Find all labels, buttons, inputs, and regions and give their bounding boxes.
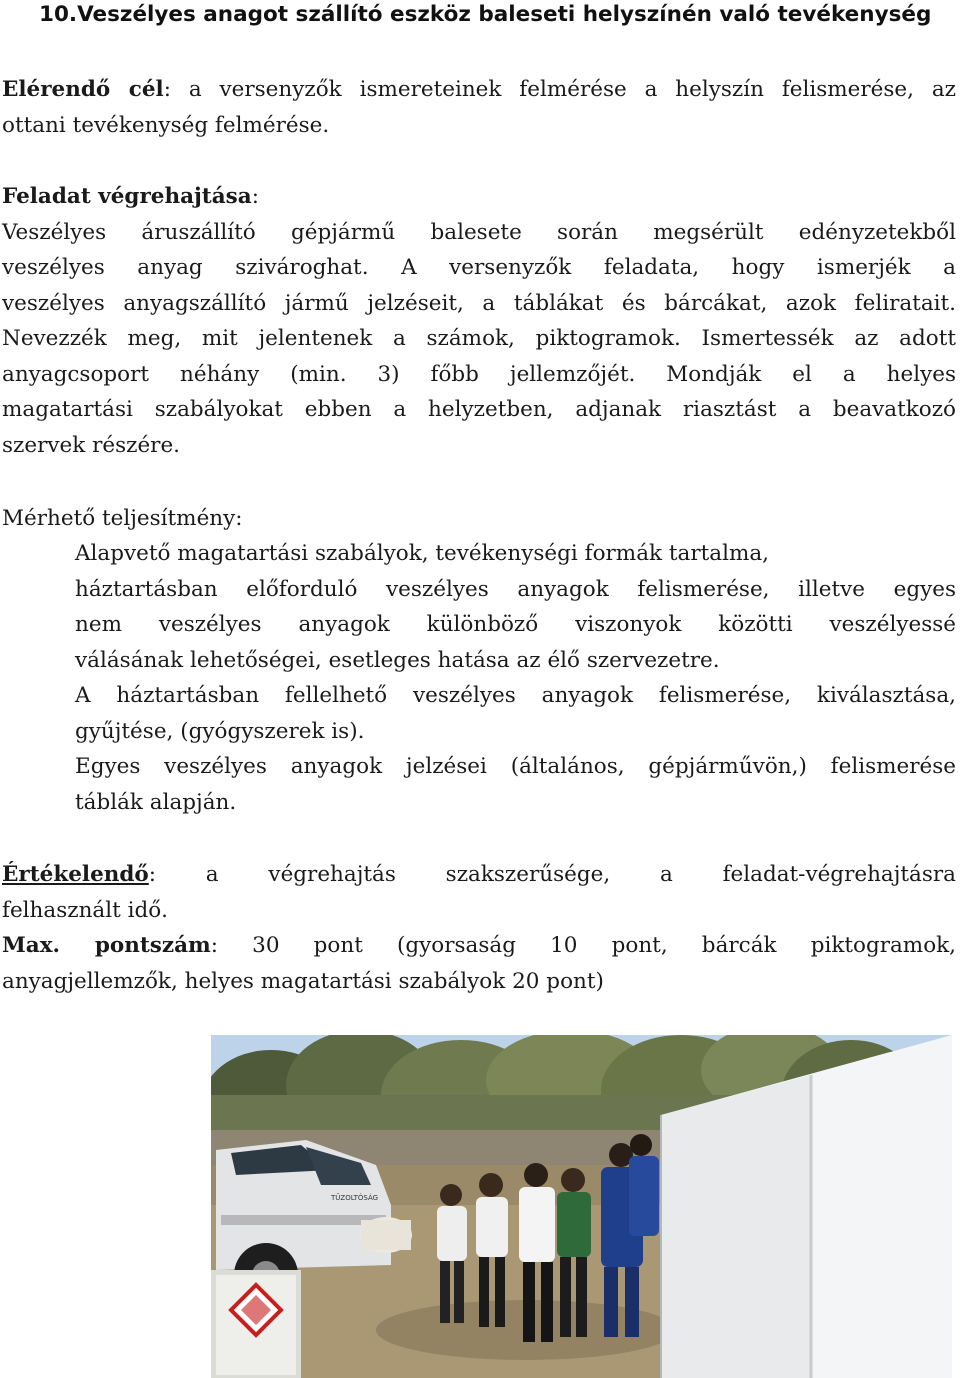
measurable-label: Mérhető teljesítmény: bbox=[2, 506, 243, 531]
maxscore-text-2: anyagjellemzők, helyes magatartási szabályok 20 pont) bbox=[2, 968, 604, 994]
maxscore-text-1: : 30 pont (gyorsaság 10 pont, bárcák piktogramok, bbox=[210, 933, 956, 958]
goal-text-2: ottani tevékenység felmérése. bbox=[2, 112, 330, 138]
measurable-line-8: táblák alapján. bbox=[75, 789, 237, 815]
measurable-list bbox=[75, 536, 956, 820]
chemical-barrel bbox=[360, 1217, 412, 1253]
measurable-heading-block bbox=[2, 501, 956, 537]
task-label: Feladat végrehajtása bbox=[2, 184, 252, 209]
vehicle-label: TŰZOLTÓSÁG bbox=[331, 1194, 379, 1202]
measurable-line-2: háztartásban előforduló veszélyes anyagok felismerése, illetve egyes bbox=[75, 576, 956, 602]
task-line-3: veszélyes anyagszállító jármű jelzéseit, a táblákat és bárcákat, azok feliratait. bbox=[2, 290, 956, 316]
evaluate-text-1: : a végrehajtás szakszerűsége, a feladat-végrehajtásra bbox=[148, 862, 956, 887]
scene-illustration bbox=[211, 1035, 952, 1378]
measurable-line-4: válásának lehetőségei, esetleges hatása az élő szervezetre. bbox=[75, 647, 720, 673]
task-line-4: Nevezzék meg, mit jelentenek a számok, piktogramok. Ismertessék az adott bbox=[2, 326, 956, 351]
measurable-line-5: A háztartásban fellelhető veszélyes anyagok felismerése, kiválasztása, bbox=[75, 683, 956, 708]
evaluate-text-2: felhasznált idő. bbox=[2, 897, 169, 923]
task-line-5: anyagcsoport néhány (min. 3) főbb jellemzőjét. Mondják el a helyes bbox=[2, 361, 956, 387]
hazard-container bbox=[211, 1270, 301, 1378]
task-line-1: Veszélyes áruszállító gépjármű balesete során megsérült edényzetekből bbox=[2, 219, 956, 245]
maxscore-paragraph bbox=[2, 928, 956, 999]
task-line-7: szervek részére. bbox=[2, 432, 181, 458]
section-title: 10.Veszélyes anagot szállító eszköz baleseti helyszínén való tevékenység bbox=[39, 2, 932, 27]
maxscore-label: Max. pontszám bbox=[2, 933, 211, 958]
measurable-line-1: Alapvető magatartási szabályok, tevékenységi formák tartalma, bbox=[75, 541, 769, 566]
scene-photo bbox=[211, 1035, 952, 1378]
task-paragraph: Feladat végrehajtása: Veszélyes áruszállító gépjármű balesete során megsérült edényzetekből veszélyes anyag szivároghat. A versenyzők feladata, hogy ismerjék a veszélyes anyagszállító jármű jelzéseit, a táblákat és bárcákat, azok feliratait. Nevezzék meg, mit jelentenek a számok, piktogramok. Ismertessék az adott anyagcsoport néhány (min. 3) főbb jellemzőjét. Mondják el a helyes magatartási szabályokat ebben a helyzetben, adjanak riasztást a beavatkozó szervek részére. bbox=[2, 179, 956, 463]
measurable-line-6: gyűjtése, (gyógyszerek is). bbox=[75, 718, 365, 744]
goal-label: Elérendő cél bbox=[2, 77, 164, 102]
evaluate-label: Értékelendő bbox=[2, 862, 149, 887]
measurable-line-3: nem veszélyes anyagok különböző viszonyok közötti veszélyessé bbox=[75, 612, 956, 637]
goal-paragraph bbox=[2, 72, 956, 143]
measurable-line-7: Egyes veszélyes anyagok jelzései (általános, gépjárművön,) felismerése bbox=[75, 754, 956, 779]
goal-text-1: : a versenyzők ismereteinek felmérése a helyszín felismerése, az bbox=[163, 77, 956, 102]
task-line-2: veszélyes anyag szivároghat. A versenyzők feladata, hogy ismerjék a bbox=[2, 255, 956, 280]
task-line-6: magatartási szabályokat ebben a helyzetben, adjanak riasztást a beavatkozó bbox=[2, 397, 956, 422]
evaluate-paragraph bbox=[2, 857, 956, 928]
